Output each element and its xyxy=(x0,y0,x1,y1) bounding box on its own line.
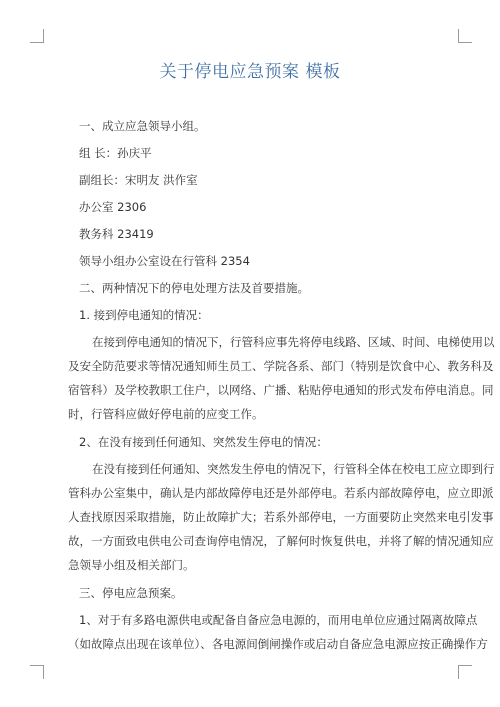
document-line-l21: （如故障点出现在该单位）、各电源间倒闸操作或启动自备应急电源应按正确操作方 xyxy=(68,637,488,651)
document-title: 关于停电应急预案 模板 xyxy=(159,62,341,82)
crop-mark-bottom-right xyxy=(458,665,472,679)
document-line-l9: 在接到停电通知的情况下，行管科应事先将停电线路、区域、时间、电梯使用以 xyxy=(92,335,495,349)
document-line-l13: 2、在没有接到任何通知、突然发生停电的情况： xyxy=(79,435,328,449)
document-line-l3: 副组长：宋明友 洪作室 xyxy=(79,173,198,187)
document-line-l2: 组 长：孙庆平 xyxy=(79,146,152,160)
document-body xyxy=(0,114,500,656)
document-line-l12: 时，行管科应做好停电前的应变工作。 xyxy=(68,407,264,421)
document-line-l20: 1、对于有多路电源供电或配备自备应急电源的，而用电单位应通过隔离故障点 xyxy=(79,613,478,627)
document-line-l11: 宿管科）及学校教职工住户，以网络、广播、粘贴停电通知的形式发布停电消息。同 xyxy=(68,383,494,397)
document-line-l8: 1. 接到停电通知的情况： xyxy=(79,308,209,322)
document-line-l19: 三、停电应急预案。 xyxy=(79,586,183,600)
document-line-l17: 故，一方面致电供电公司查询停电情况，了解何时恢复供电，并将了解的情况通知应 xyxy=(68,534,494,548)
document-line-l15: 管科办公室集中，确认是内部故障停电还是外部停电。若系内部故障停电，应立即派 xyxy=(68,486,494,500)
document-line-l10: 及安全防范要求等情况通知师生员工、学院各系、部门（特别是饮食中心、教务科及 xyxy=(68,359,494,373)
crop-mark-top-left xyxy=(30,29,44,43)
document-line-l7: 二、两种情况下的停电处理方法及首要措施。 xyxy=(79,281,309,295)
document-line-l18: 急领导小组及相关部门。 xyxy=(68,558,195,572)
crop-mark-top-right xyxy=(458,29,472,43)
document-line-l14: 在没有接到任何通知、突然发生停电的情况下，行管科全体在校电工应立即到行 xyxy=(92,462,495,476)
document-line-l16: 人查找原因采取措施，防止故障扩大；若系外部停电，一方面要防止突然来电引发事 xyxy=(68,510,494,524)
document-line-l1: 一、成立应急领导小组。 xyxy=(79,119,206,133)
document-line-l6: 领导小组办公室设在行管科 2354 xyxy=(79,254,250,268)
crop-mark-bottom-left xyxy=(30,665,44,679)
document-line-l5: 教务科 23419 xyxy=(79,227,154,241)
document-line-l4: 办公室 2306 xyxy=(79,200,147,214)
